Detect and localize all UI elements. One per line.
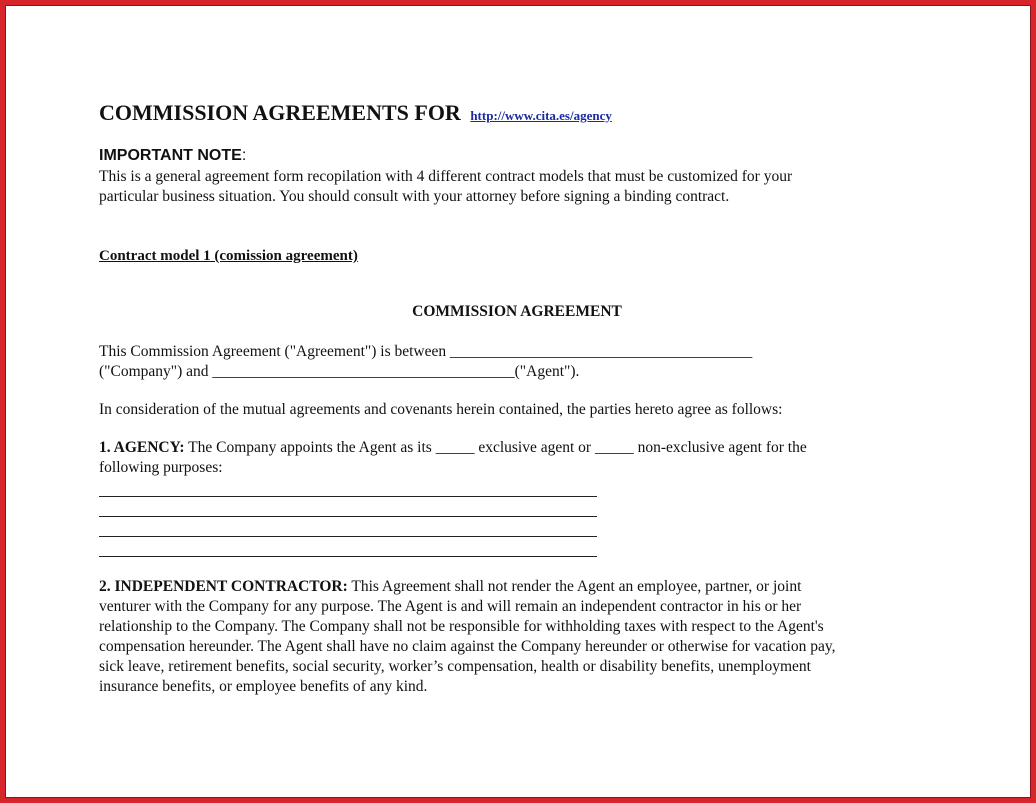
- agreement-intro: [99, 342, 752, 382]
- consideration-paragraph: In consideration of the mutual agreements and covenants herein contained, the parties hereto agree as follows:: [99, 401, 783, 418]
- note-label-text: IMPORTANT NOTE: [99, 147, 242, 164]
- contractor-line-3: relationship to the Company. The Company shall not be responsible for withholding taxes with respect to the Agent's: [99, 618, 824, 635]
- agency-heading: 1. AGENCY:: [99, 439, 185, 456]
- document-title: [99, 100, 612, 126]
- agency-line-2: following purposes:: [99, 459, 223, 476]
- agency-line-1: [99, 438, 807, 458]
- title-text: COMMISSION AGREEMENTS FOR: [99, 100, 461, 125]
- intro-line-2: ("Company") and _______________________________________("Agent").: [99, 363, 580, 380]
- contractor-line-6: insurance benefits, or employee benefits of any kind.: [99, 678, 428, 695]
- section-agency: [99, 438, 807, 478]
- note-colon: :: [241, 147, 247, 164]
- purpose-blank-line: [99, 496, 597, 497]
- purpose-blank-line: [99, 516, 597, 517]
- agreement-title: COMMISSION AGREEMENT: [412, 303, 622, 320]
- contractor-heading: 2. INDEPENDENT CONTRACTOR:: [99, 578, 348, 595]
- agency-text: The Company appoints the Agent as its _____ exclusive agent or _____ non-exclusive agent for the: [184, 439, 807, 456]
- note-line-1: This is a general agreement form recopilation with 4 different contract models that must be customized for your: [99, 168, 793, 185]
- contractor-line-4: compensation hereunder. The Agent shall have no claim against the Company hereunder or otherwise for vacation pay,: [99, 638, 836, 655]
- important-note-text: [99, 167, 792, 207]
- contractor-text: This Agreement shall not render the Agent an employee, partner, or joint: [347, 578, 802, 595]
- agency-link[interactable]: http://www.cita.es/agency: [470, 108, 612, 123]
- contract-model-heading: Contract model 1 (comission agreement): [99, 248, 358, 264]
- purpose-blank-line: [99, 536, 597, 537]
- important-note-label: [99, 147, 246, 165]
- section-independent-contractor: [99, 577, 835, 697]
- contractor-line-2: venturer with the Company for any purpose. The Agent is and will remain an independent contractor in his or her: [99, 598, 802, 615]
- contractor-line-5: sick leave, retirement benefits, social security, worker’s compensation, health or disability benefits, unemployment: [99, 658, 811, 675]
- contractor-line-1: [99, 577, 835, 597]
- purpose-blank-line: [99, 556, 597, 557]
- intro-line-1: This Commission Agreement ("Agreement") is between _______________________________________: [99, 343, 753, 360]
- note-line-2: particular business situation. You should consult with your attorney before signing a binding contract.: [99, 188, 730, 205]
